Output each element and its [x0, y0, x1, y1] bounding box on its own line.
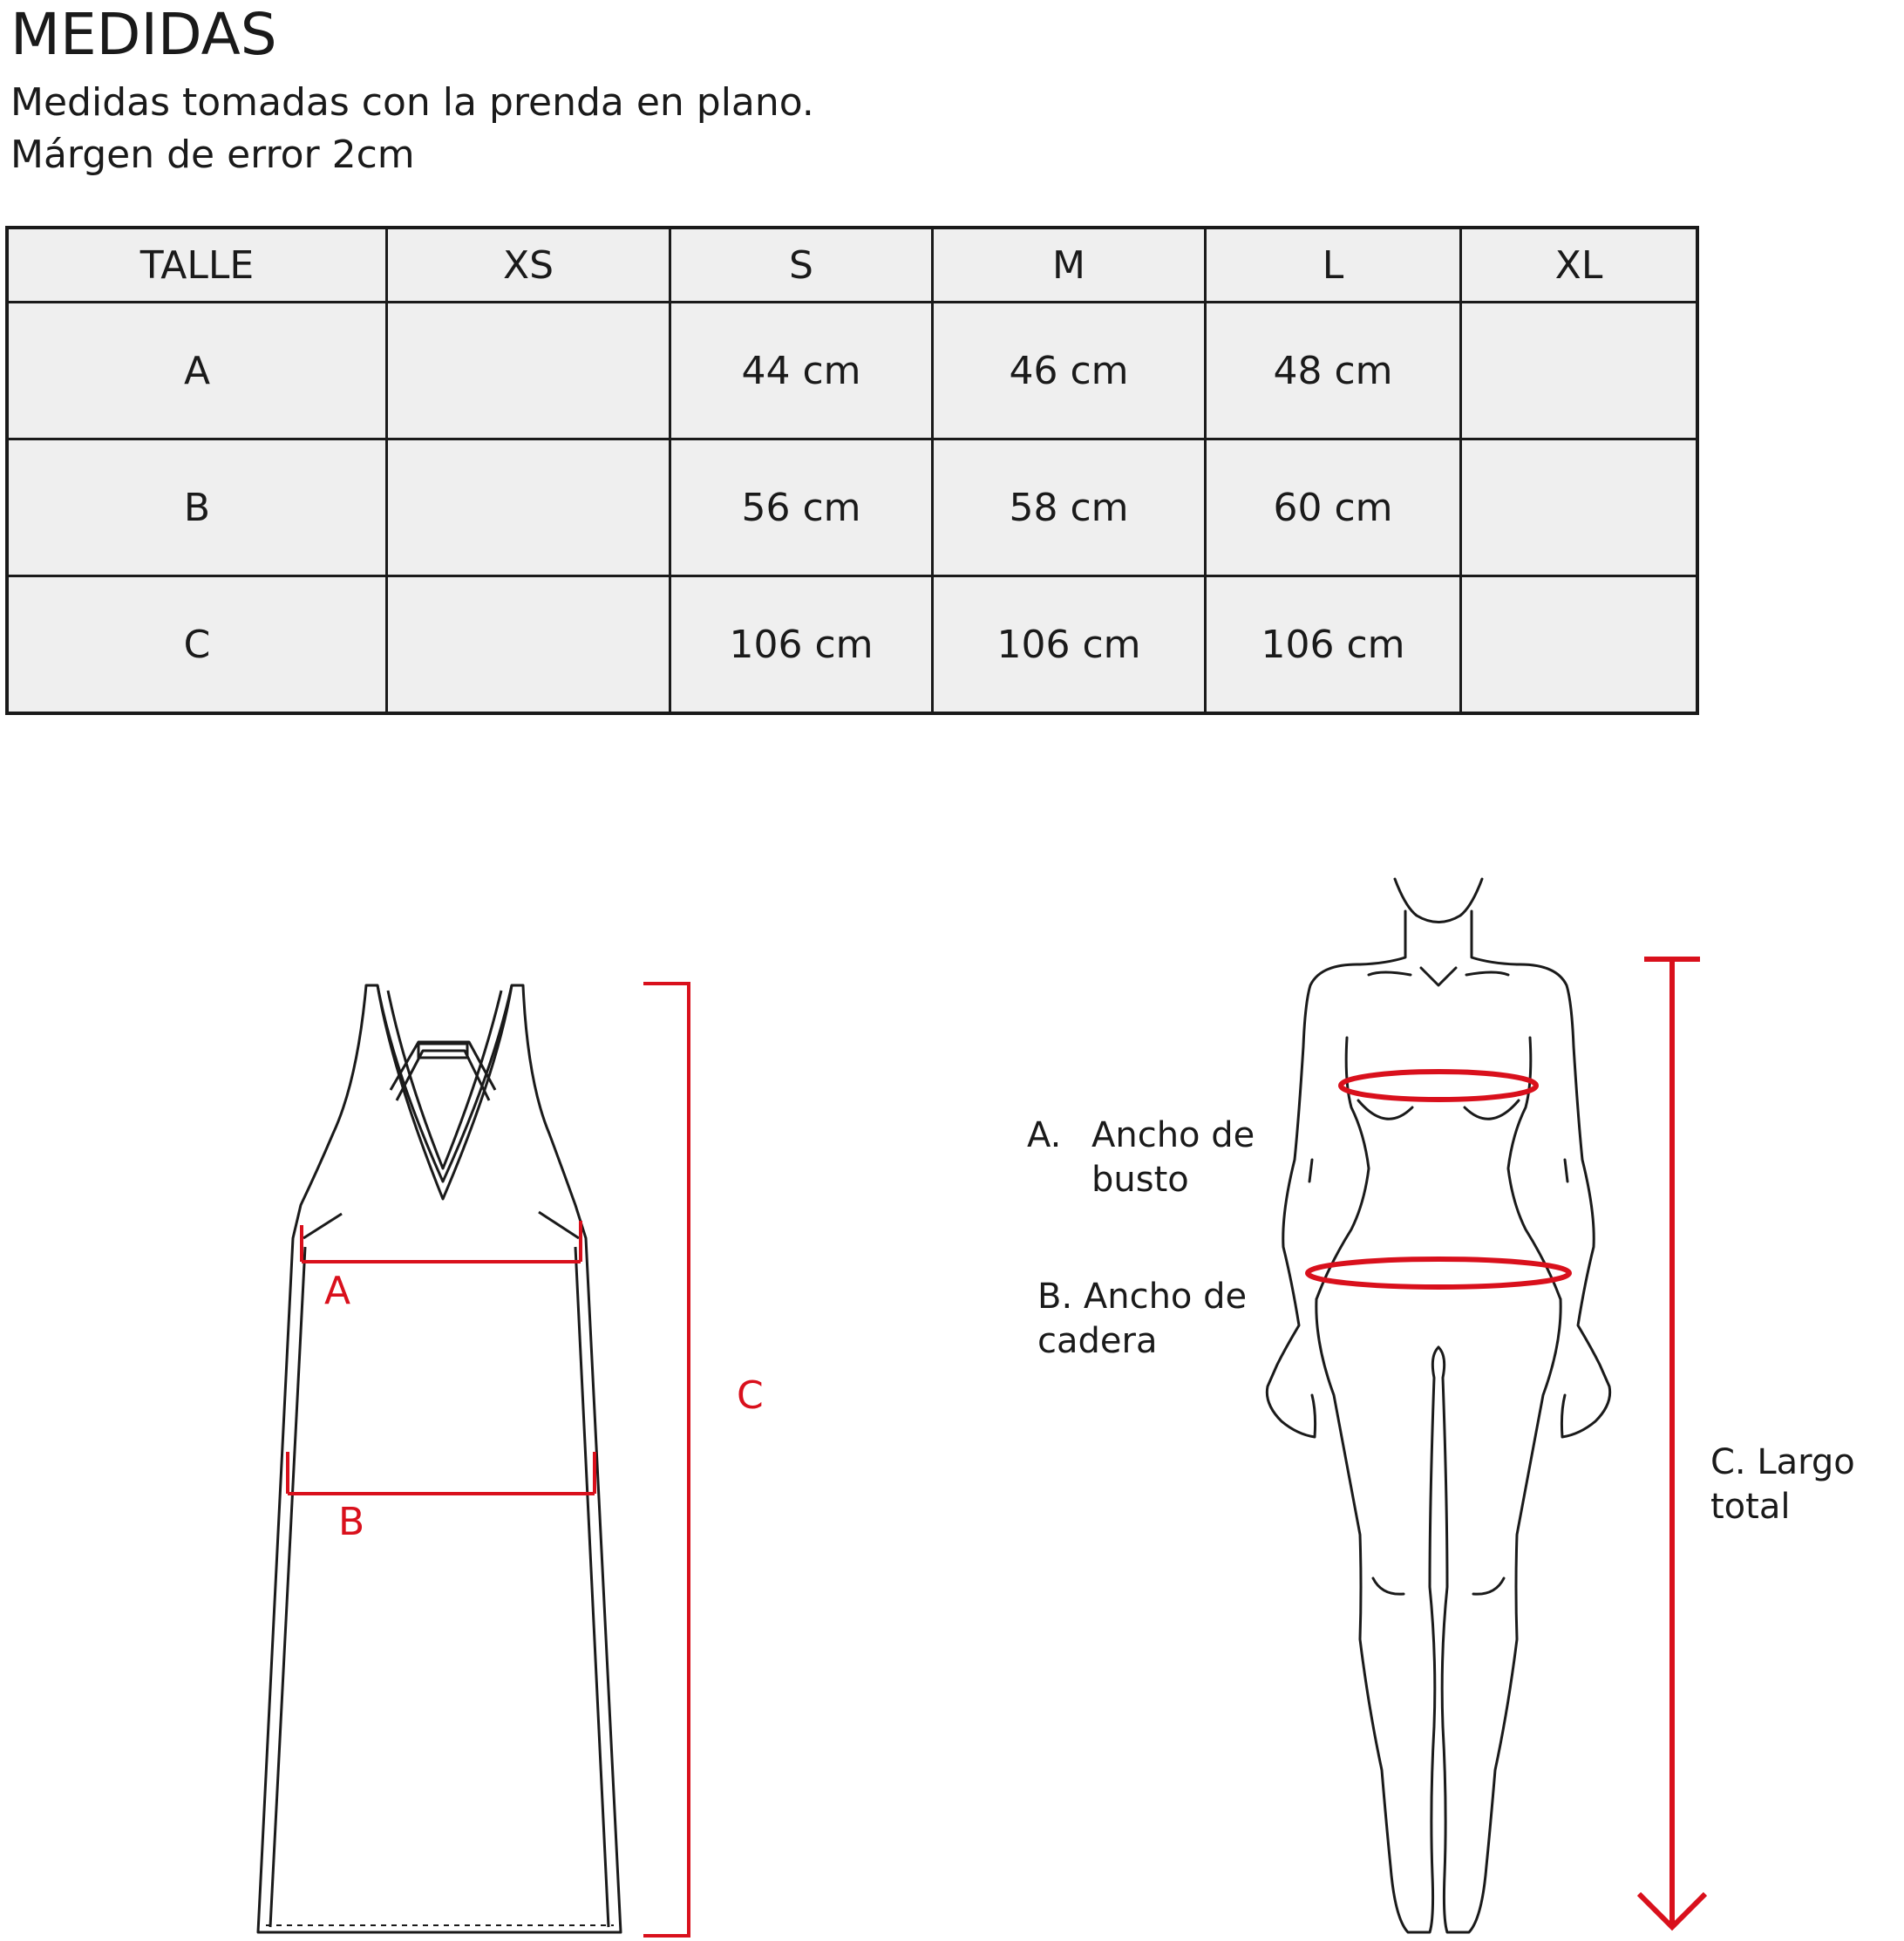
cell-a-s: 44 cm	[670, 303, 933, 439]
cell-b-m: 58 cm	[933, 439, 1206, 576]
garment-label-a: A	[324, 1269, 351, 1313]
body-label-b-line1: B. Ancho de	[1037, 1277, 1248, 1317]
header-cell-xs: XS	[387, 228, 670, 303]
measure-c-bracket	[643, 984, 689, 1936]
body-label-a-line1: Ancho de	[1091, 1115, 1255, 1155]
cell-c-s: 106 cm	[670, 576, 933, 714]
row-label-a: A	[7, 303, 387, 439]
garment-label-b: B	[338, 1500, 365, 1544]
header-cell-s: S	[670, 228, 933, 303]
cell-c-m: 106 cm	[933, 576, 1206, 714]
garment-label-c: C	[737, 1373, 764, 1418]
hip-measure-ring	[1308, 1259, 1569, 1287]
body-label-c-line2: total	[1710, 1487, 1791, 1527]
subtitle-line-2: Márgen de error 2cm	[10, 133, 415, 177]
row-label-b: B	[7, 439, 387, 576]
body-label-a-letter: A.	[1027, 1115, 1062, 1155]
cell-a-m: 46 cm	[933, 303, 1206, 439]
bust-measure-ring	[1341, 1072, 1536, 1100]
dress-measure-lines	[288, 984, 689, 1936]
cell-a-l: 48 cm	[1206, 303, 1461, 439]
header-cell-xl: XL	[1461, 228, 1698, 303]
subtitle-line-1: Medidas tomadas con la prenda en plano.	[10, 80, 814, 125]
body-label-a-line2: busto	[1091, 1160, 1189, 1200]
cell-c-l: 106 cm	[1206, 576, 1461, 714]
cell-b-s: 56 cm	[670, 439, 933, 576]
body-label-c-line1: C. Largo	[1710, 1442, 1855, 1482]
body-figure-illustration	[1267, 879, 1609, 1932]
header-cell-talle: TALLE	[7, 228, 387, 303]
page-title: MEDIDAS	[10, 1, 277, 68]
dress-illustration	[258, 985, 621, 1932]
header-cell-m: M	[933, 228, 1206, 303]
body-measure-marks	[1308, 959, 1705, 1927]
body-label-b-line2: cadera	[1037, 1321, 1158, 1361]
cell-b-l: 60 cm	[1206, 439, 1461, 576]
row-label-c: C	[7, 576, 387, 714]
header-cell-l: L	[1206, 228, 1461, 303]
